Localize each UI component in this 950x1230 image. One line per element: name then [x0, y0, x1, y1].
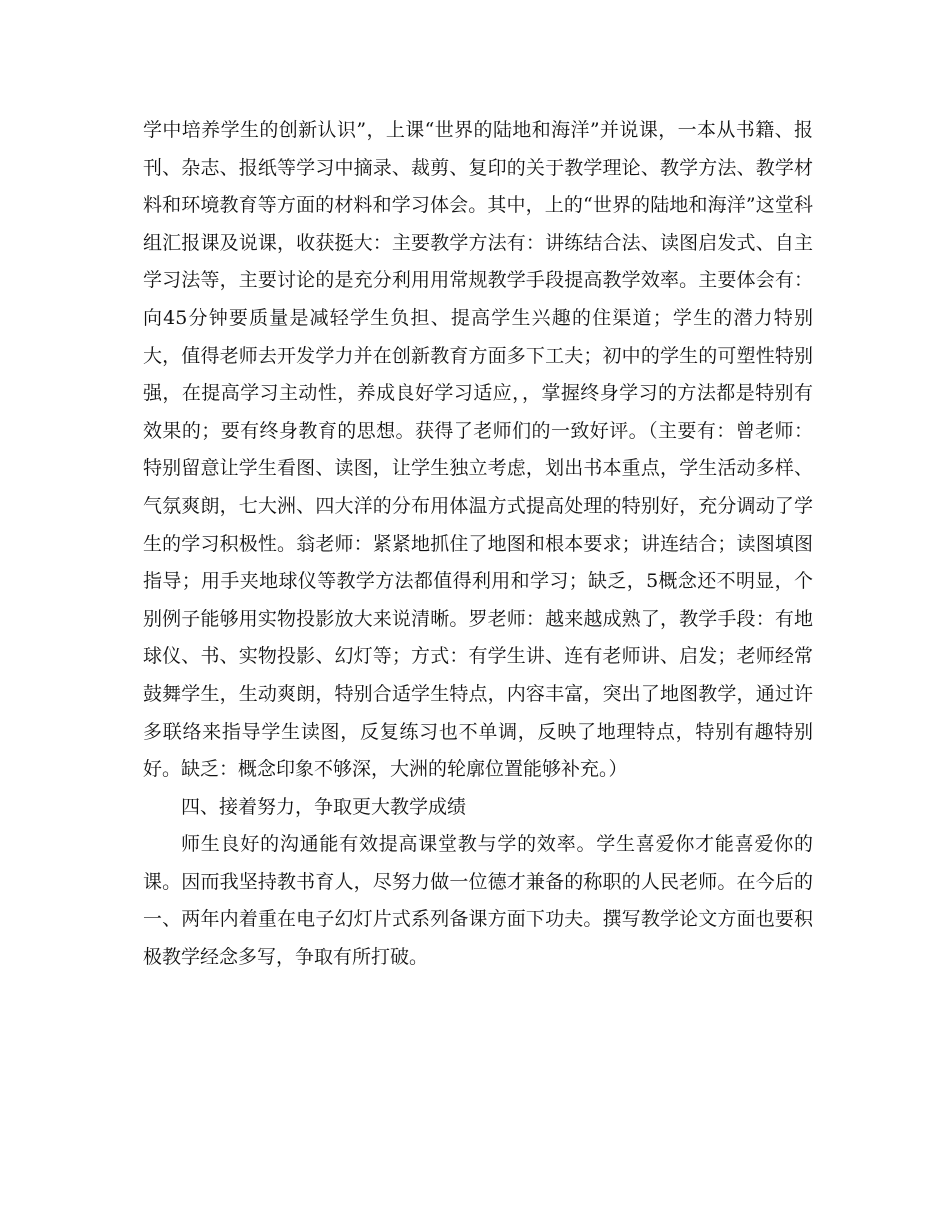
document-body	[143, 112, 813, 977]
paragraph-teaching-reflection: 学中培养学生的创新认识”，上课“世界的陆地和海洋”并说课，一本从书籍、报刊、杂志、报纸等学习中摘录、裁剪、复印的关于教学理论、教学方法、教学材料和环境教育等方面的材料和学习体会。其中，上的“世界的陆地和海洋”这堂科组汇报课及说课，收获挺大：主要教学方法有：讲练结合法、读图启发式、自主学习法等，主要讨论的是充分利用用常规教学手段提高教学效率。主要体会有：向45分钟要质量是减轻学生负担、提高学生兴趣的住渠道；学生的潜力特别大，值得老师去开发学力并在创新教育方面多下工夫；初中的学生的可塑性特别强，在提高学习主动性，养成良好学习适应，，掌握终身学习的方法都是特别有效果的；要有终身教育的思想。获得了老师们的一致好评。（主要有：曾老师：特别留意让学生看图、读图，让学生独立考虑，划出书本重点，学生活动多样、气氛爽朗，七大洲、四大洋的分布用体温方式提高处理的特别好，充分调动了学生的学习积极性。翁老师：紧紧地抓住了地图和根本要求；讲连结合；读图填图指导；用手夹地球仪等教学方法都值得利用和学习；缺乏，5概念还不明显，个别例子能够用实物投影放大来说清晰。罗老师：越来越成熟了，教学手段：有地球仪、书、实物投影、幻灯等；方式：有学生讲、连有老师讲、启发；老师经常鼓舞学生，生动爽朗，特别合适学生特点，内容丰富，突出了地图教学，通过许多联络来指导学生读图，反复练习也不单调，反映了地理特点，特别有趣特别好。缺乏：概念印象不够深，大洲的轮廓位置能够补充。）	[143, 119, 813, 781]
paragraph-future-plan: 师生良好的沟通能有效提高课堂教与学的效率。学生喜爱你才能喜爱你的课。因而我坚持教书育人，尽努力做一位德才兼备的称职的人民老师。在今后的一、两年内着重在电子幻灯片式系列备课方面下功夫。撰写教学论文方面也要积极教学经念多写，争取有所打破。	[143, 833, 813, 969]
section-heading-continue-efforts: 四、接着努力，争取更大教学成绩	[181, 795, 467, 818]
